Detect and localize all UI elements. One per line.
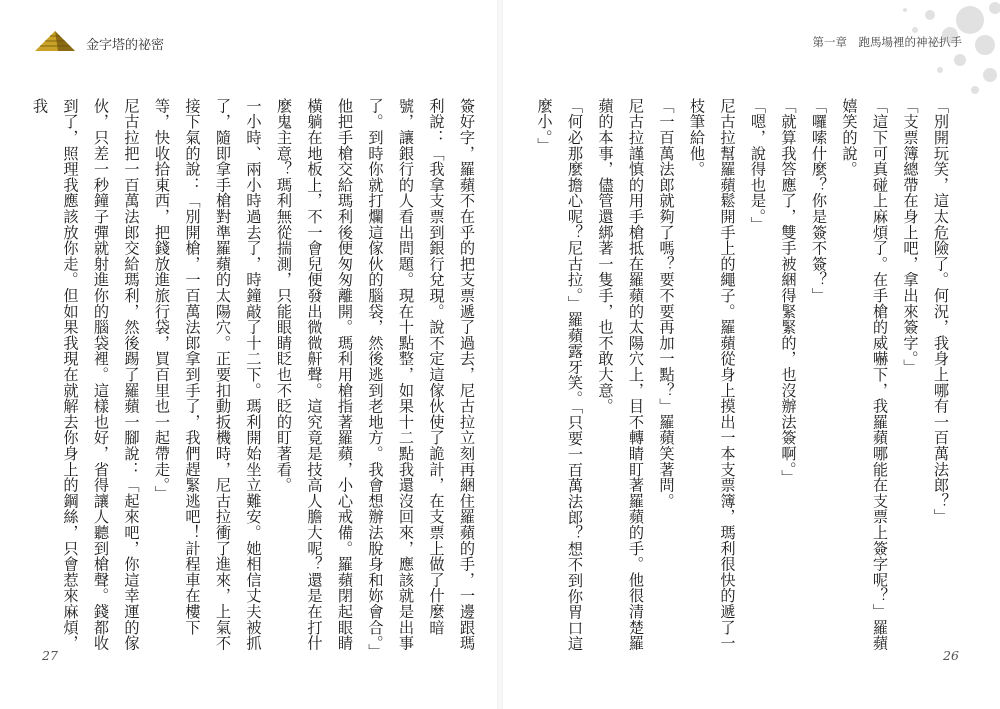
page-gutter xyxy=(497,0,503,709)
paragraph: 尼古拉把一百萬法郎交給瑪利，然後踢了羅蘋一腳說：「起來吧，你這幸運的傢伙，只差一秒鐘子彈就射進你的腦袋裡。這樣也好，省得讓人聽到槍聲。錢都收到了，照理我應該放你走。但如果我現在就解去你身上的鋼絲，只會惹來麻煩，我 xyxy=(31,98,141,651)
paragraph: 尼古拉幫羅蘋鬆開手上的繩子。羅蘋從身上摸出一本支票簿，瑪利很快的遞了一枝筆給他。 xyxy=(688,98,737,651)
right-page-number: 26 xyxy=(943,648,959,663)
paragraph: 簽好字，羅蘋不在乎的把支票遞了過去，尼古拉立刻再綑住羅蘋的手，一邊跟瑪利說：「我拿支票到銀行兌現。說不定這傢伙使了詭計，在支票上做了什麼暗號，讓銀行的人看出問題。現在十點整，如果十二點我還沒回來，應該就是出事了。到時你就打爛這傢伙的腦袋，然後逃到老地方。我會想辦法脫身和妳會合。」 xyxy=(366,98,476,660)
left-page-number: 27 xyxy=(42,648,58,663)
ink-splatter-decoration xyxy=(850,0,1000,110)
chapter-running-header: 第一章 跑馬場裡的神祕扒手 xyxy=(812,35,962,49)
paragraph: 他把手槍交給瑪利後便匆匆離開。瑪利用槍指著羅蘋，小心戒備。羅蘋閉起眼睛橫躺在地板上，不一會兒便發出微微鼾聲。這究竟是技高人膽大呢？還是在打什麼鬼主意？瑪利無從揣測，只能眼睛眨也不眨的盯著看。 xyxy=(275,98,354,651)
paragraph: 「囉嗦什麼？你是簽不簽？」 xyxy=(810,98,828,304)
left-page-body xyxy=(31,98,482,660)
pyramid-icon xyxy=(34,30,76,52)
book-title: 金字塔的祕密 xyxy=(86,38,165,53)
paragraph: 「嗯，說得也是。」 xyxy=(749,98,767,233)
paragraph: 「何必那麼擔心呢？尼古拉。」羅蘋露牙笑。「只要一百萬法郎？想不到你胃口這麼小。」 xyxy=(535,98,584,652)
paragraph: 「別開玩笑，這太危險了。何況，我身上哪有一百萬法郎？」 xyxy=(932,98,950,525)
paragraph: 尼古拉謹慎的用手槍抵在羅蘋的太陽穴上，目不轉睛盯著羅蘋的手。他很清楚羅蘋的本事，儘管還綁著一隻手，也不敢大意。 xyxy=(596,98,645,651)
paragraph: 「這下可真碰上麻煩了。在手槍的威嚇下，我羅蘋哪能在支票上簽字呢？」羅蘋嬉笑的說。 xyxy=(840,98,889,651)
paragraph: 「支票簿總帶在身上吧，拿出來簽字。」 xyxy=(901,98,920,375)
right-page-body xyxy=(535,98,956,658)
paragraph: 「一百萬法郎就夠了嗎？要不要再加一點？」羅蘋笑著問。 xyxy=(657,98,676,509)
paragraph: 「就算我答應了，雙手被綑得緊緊的，也沒辦法簽啊。」 xyxy=(779,98,798,486)
paragraph: 一小時、兩小時過去了，時鐘敲了十二下。瑪利開始坐立難安。她相信丈夫被抓了，隨即拿手槍對準羅蘋的太陽穴。正要扣動扳機時，尼古拉衝了進來，上氣不接下氣的說：「別開槍，一百萬法郎拿到手了，我們趕緊逃吧！計程車在樓下等，快收拾東西，把錢放進旅行袋，買百里也一起帶走。」 xyxy=(153,98,263,651)
